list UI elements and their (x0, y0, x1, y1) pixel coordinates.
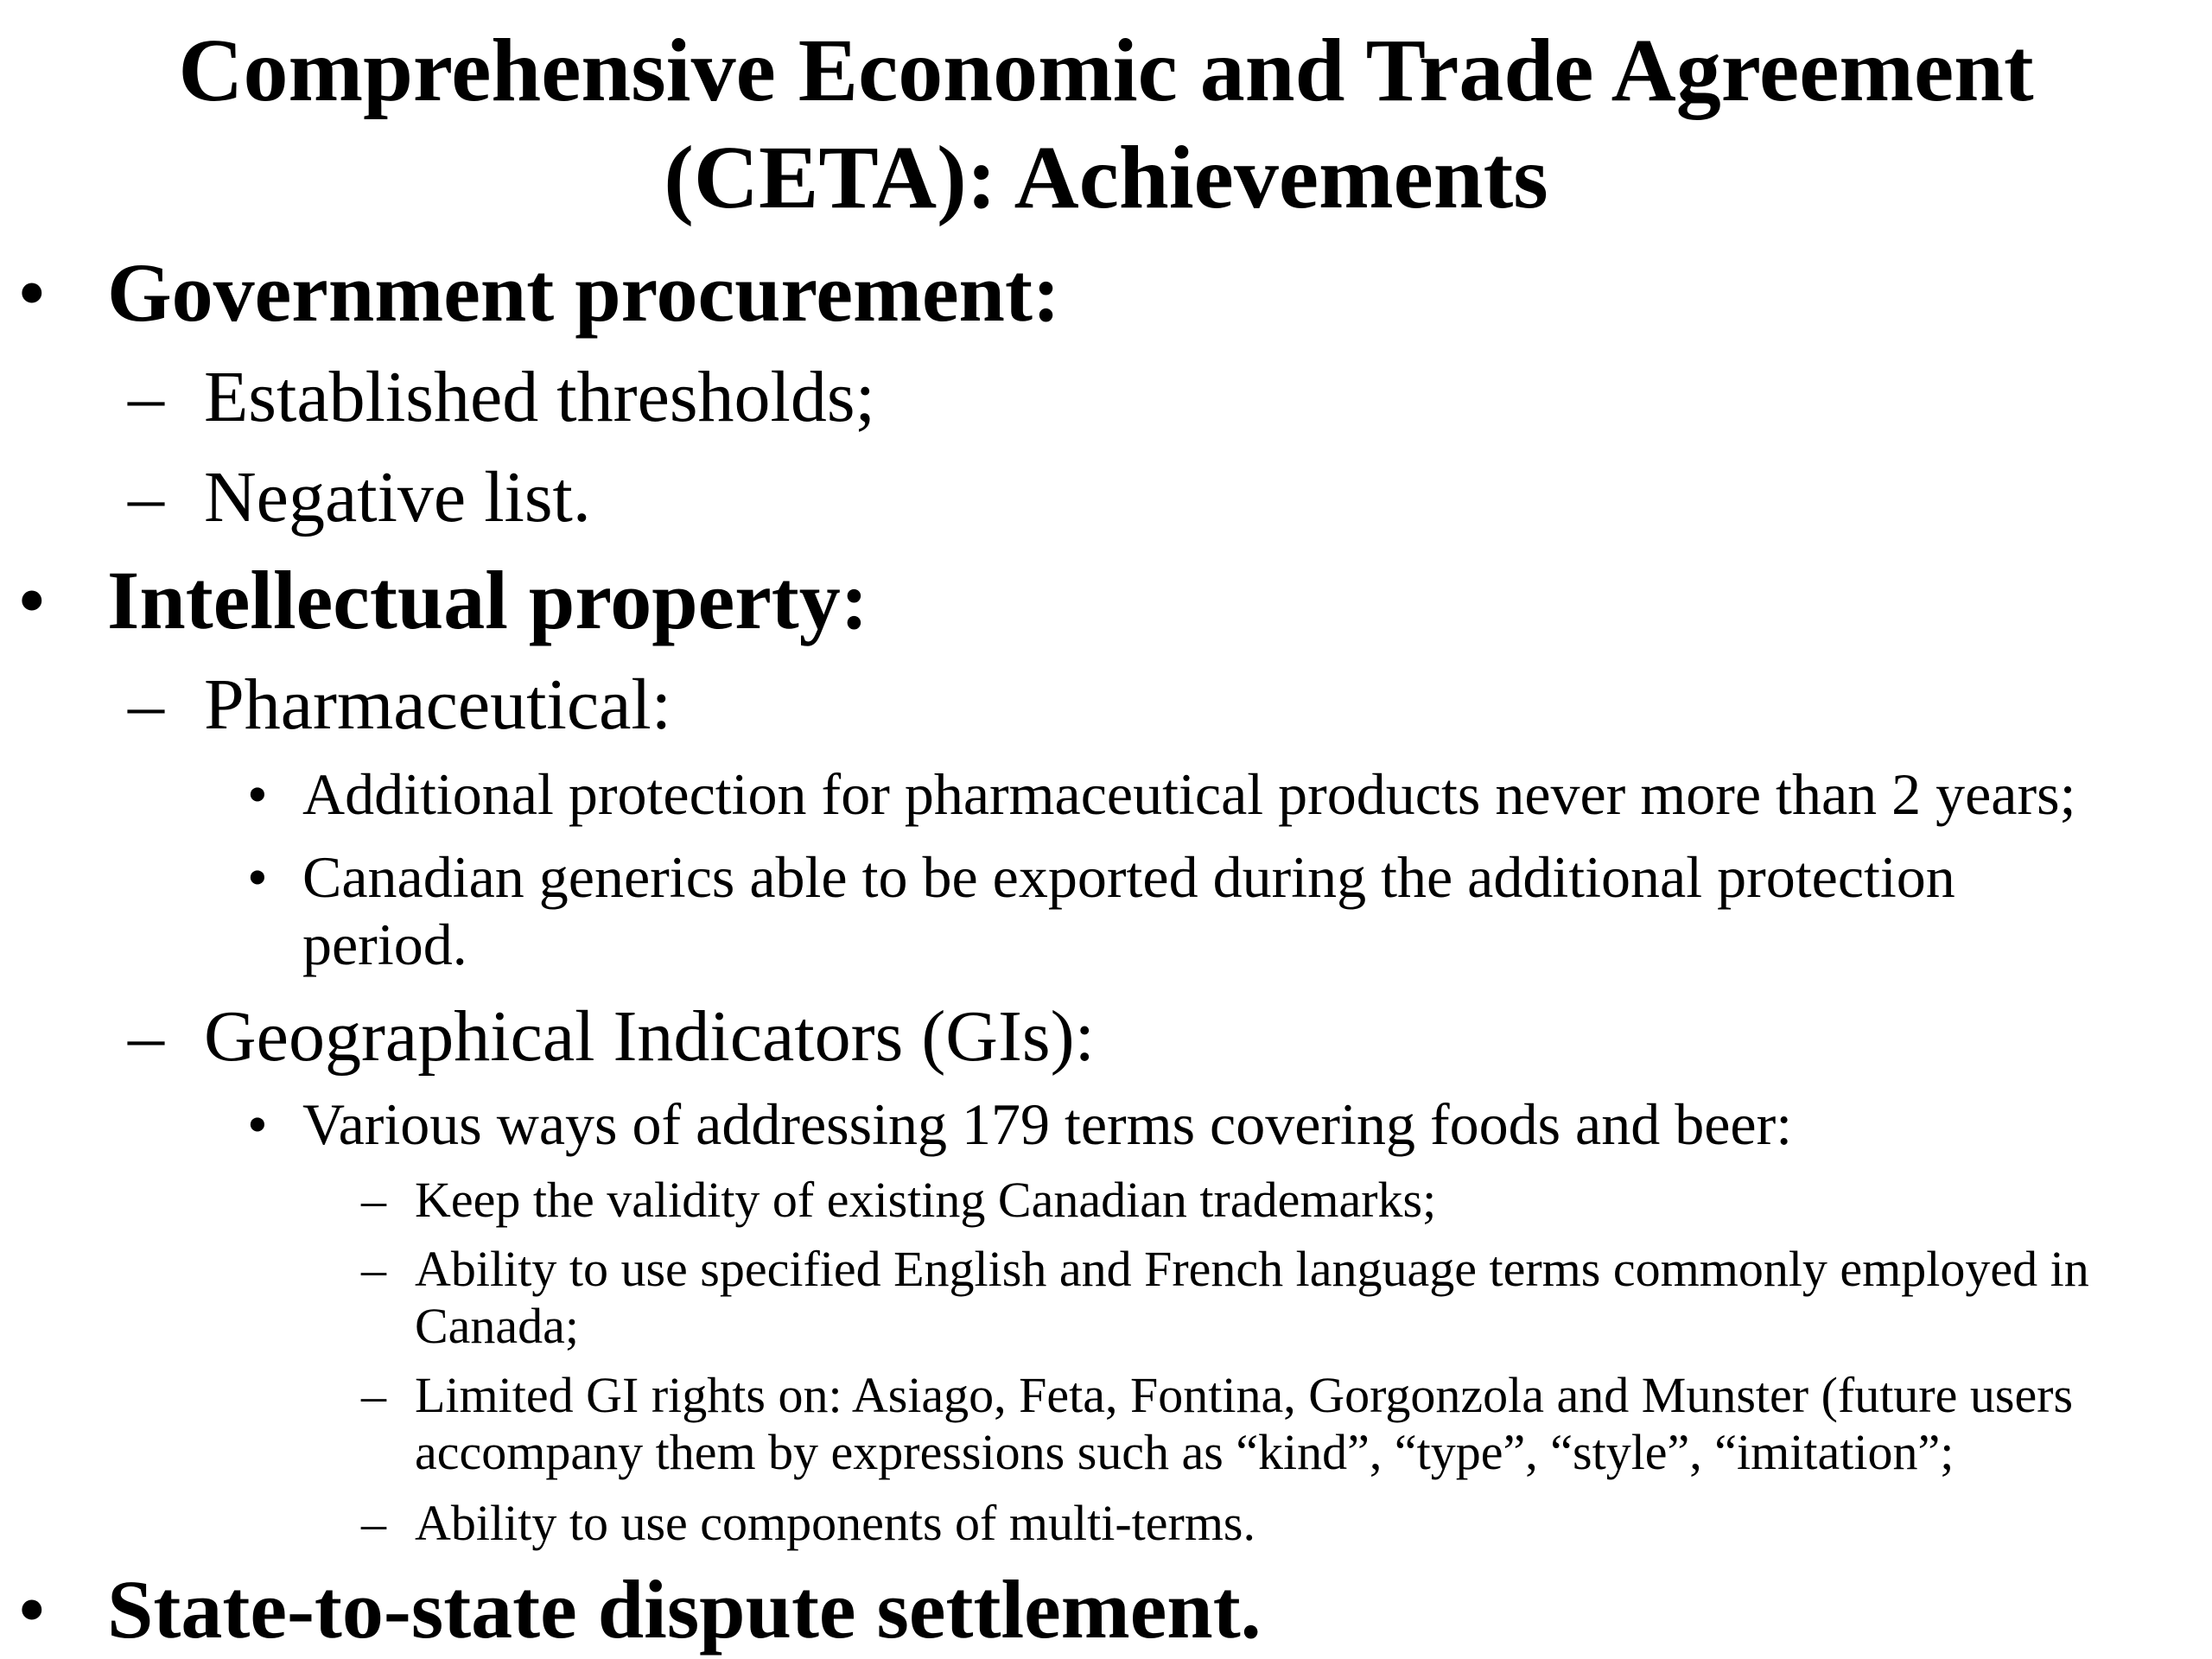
bullet-icon: • (247, 1091, 268, 1157)
bullet-icon: • (17, 1563, 47, 1656)
text-language-terms-line-1: Ability to use specified English and French language terms commonly employed in (415, 1241, 2089, 1297)
bullet-government-procurement (17, 245, 1060, 340)
text-limited-rights-line-2: accompany them by expressions such as “kind”, “type”, “style”, “imitation”; (415, 1424, 1955, 1480)
text-multi-terms: Ability to use components of multi-terms. (415, 1495, 1256, 1551)
text-additional-protection: Additional protection for pharmaceutical products never more than 2 years; (302, 761, 2076, 827)
heading-government-procurement: Government procurement: (107, 246, 1060, 339)
text-canadian-generics-line-1: Canadian generics able to be exported during the additional protection (302, 844, 1955, 910)
text-language-terms-line-2: Canada; (415, 1298, 580, 1354)
bullet-icon: • (247, 761, 268, 827)
gi-point-trademarks (361, 1172, 1437, 1229)
point-various-ways (247, 1090, 1793, 1158)
sub-item-geographical-indicators (128, 994, 1095, 1080)
dash-icon: – (361, 1241, 386, 1297)
gi-point-multi-terms (361, 1495, 1256, 1552)
text-negative-list: Negative list. (204, 457, 591, 537)
point-canadian-generics (247, 843, 1955, 978)
point-additional-protection (247, 760, 2076, 828)
slide-title (0, 17, 2212, 232)
sub-item-negative-list (128, 454, 591, 541)
text-established-thresholds: Established thresholds; (204, 357, 875, 437)
text-limited-rights-line-1: Limited GI rights on: Asiago, Feta, Fontina, Gorgonzola and Munster (future users (415, 1367, 2074, 1423)
slide-title-line-1: Comprehensive Economic and Trade Agreement (178, 21, 2034, 120)
gi-point-limited-rights (361, 1367, 2074, 1481)
text-various-ways: Various ways of addressing 179 terms covering foods and beer: (302, 1091, 1793, 1157)
gi-point-language-terms (361, 1241, 2089, 1355)
slide-title-line-2: (CETA): Achievements (664, 128, 1548, 227)
sub-item-pharmaceutical (128, 662, 672, 748)
dash-icon: – (128, 664, 164, 745)
dash-icon: – (128, 457, 164, 537)
text-geographical-indicators: Geographical Indicators (GIs): (204, 996, 1095, 1077)
dash-icon: – (361, 1495, 386, 1551)
bullet-icon: • (247, 844, 268, 910)
heading-dispute-settlement: State-to-state dispute settlement. (107, 1563, 1262, 1656)
text-canadian-generics-line-2: period. (302, 912, 467, 977)
dash-icon: – (361, 1367, 386, 1423)
bullet-icon: • (17, 246, 47, 339)
heading-intellectual-property: Intellectual property: (107, 554, 868, 646)
text-trademarks: Keep the validity of existing Canadian trademarks; (415, 1172, 1437, 1228)
bullet-icon: • (17, 554, 47, 646)
dash-icon: – (361, 1172, 386, 1228)
text-pharmaceutical: Pharmaceutical: (204, 664, 672, 745)
bullet-intellectual-property (17, 553, 868, 648)
dash-icon: – (128, 996, 164, 1077)
bullet-dispute-settlement (17, 1562, 1262, 1657)
sub-item-established-thresholds (128, 354, 875, 441)
dash-icon: – (128, 357, 164, 437)
